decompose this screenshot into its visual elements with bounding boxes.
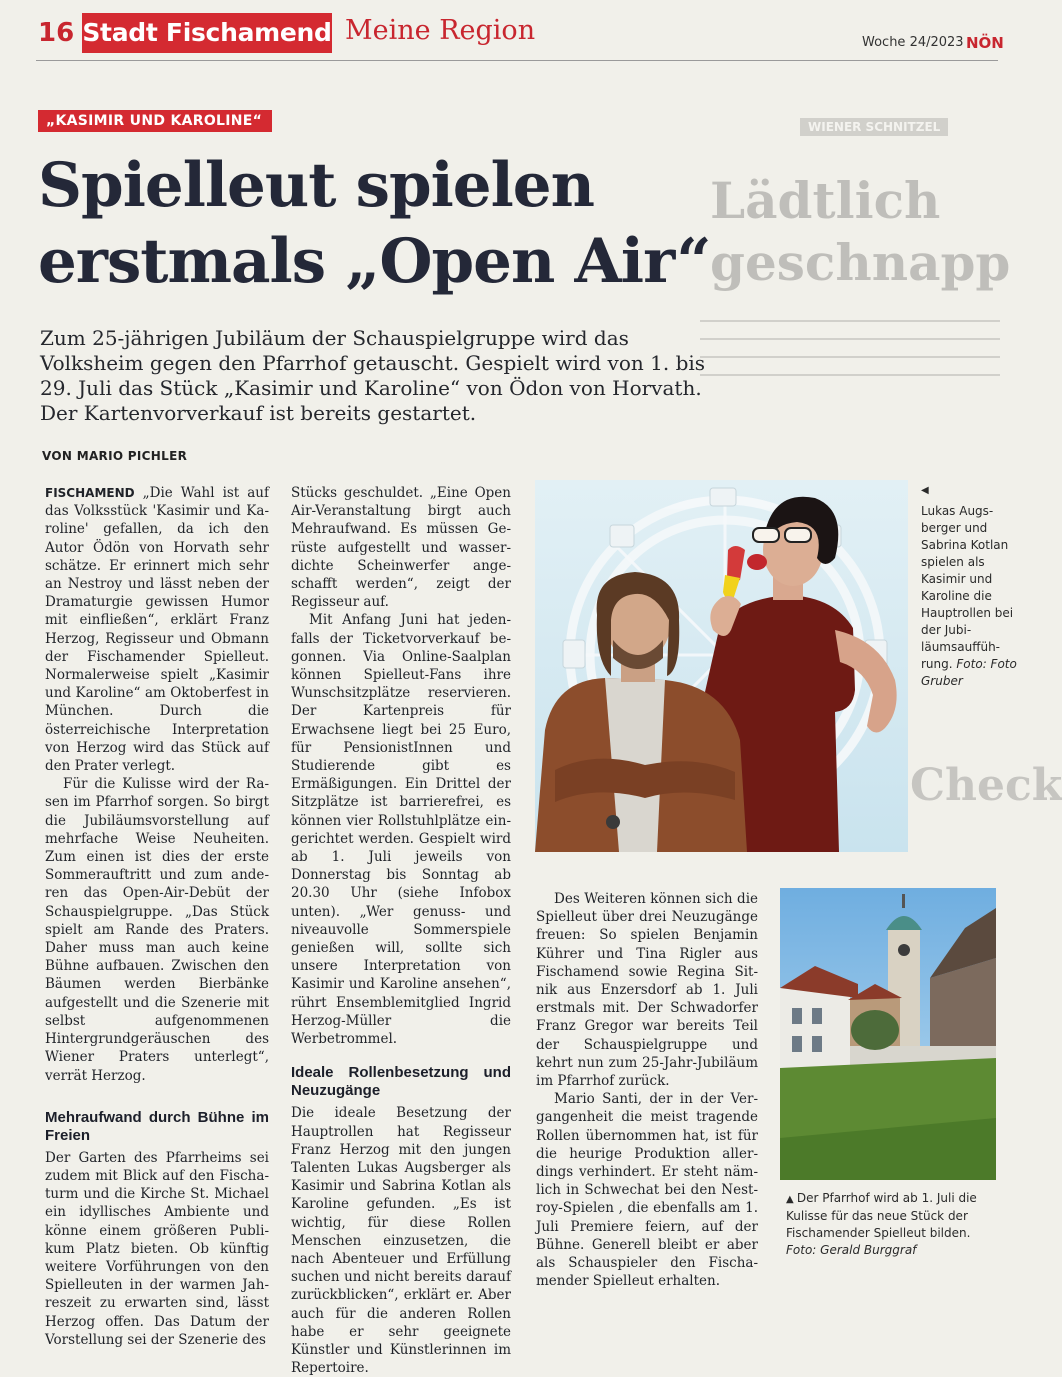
paragraph: Der Garten des Pfarrheims sei zudem mit Blick auf den Fischaturm und die Kirche St. Michael ein idyllisches Ambiente und könne einem größeren Publikum Platz bieten. Ob künftig weitere Vorführungen von den Spielleuten in der warmen Jahreszeit zu erwarten sind, lässt Herzog offen. Das Datum der Vorstellung sei der Szenerie des xyxy=(45,1149,269,1348)
brand-logo: NÖN xyxy=(966,34,1004,52)
photo-actors-caption xyxy=(921,485,1017,690)
photo-actors-illustration xyxy=(535,480,908,852)
ghost-headline-line2: geschnapp xyxy=(710,233,1011,292)
subheading: Ideale Rollenbesetzung und Neuzugänge xyxy=(291,1064,511,1100)
text-column-1 xyxy=(45,484,269,1348)
article-byline: VON MARIO PICHLER xyxy=(42,449,188,463)
caption-pointer-icon: ▲ xyxy=(786,1194,797,1205)
article-headline xyxy=(38,148,778,300)
caption-text: Lukas Augsberger und Sabrina Kotlan spielen als Kasimir und Karoline die Hauptrollen bei der Jubiläumsaufführung. xyxy=(921,504,1014,671)
photo-pfarrhof-caption xyxy=(786,1190,1001,1259)
paragraph: Stücks geschuldet. „Eine Open Air-Veranstaltung birgt auch Mehraufwand. Es müssen Gerüste aufgestellt und wasserdichte Scheinwerfer angeschafft werden“, zeigt der Regisseur auf. xyxy=(291,485,511,611)
caption-pointer-icon: ◀ xyxy=(921,485,929,496)
photo-credit: Foto: Gerald Burggraf xyxy=(786,1243,917,1257)
issue-label: Woche 24/2023 xyxy=(862,35,964,50)
article-kicker: „KASIMIR UND KAROLINE“ xyxy=(38,110,272,132)
ghost-text-line xyxy=(700,356,1000,358)
subheading: Mehraufwand durch Bühne im Freien xyxy=(45,1108,269,1144)
photo-actors xyxy=(535,480,908,852)
article-lead: Zum 25-jährigen Jubiläum der Schauspielgruppe wird das Volksheim gegen den Pfarrhof getauscht. Gespielt wird von 1. bis 29. Juli das Stück „Kasimir und Karoline“ von Ödon von Horvath. Der Kartenvorverkauf ist bereits gestartet. xyxy=(40,326,706,425)
region-label: Meine Region xyxy=(345,15,536,46)
headline-line-2: erstmals „Open Air“ xyxy=(38,226,711,297)
section-label: Stadt Fischamend xyxy=(82,13,332,53)
dateline: FISCHAMEND xyxy=(45,486,135,500)
paragraph: Des Weiteren können sich die Spielleut über drei Neuzugänge freuen: So spielen Benjamin Kührer und Tina Rigler aus Fischamend sowie Regina Sitnik aus Enzersdorf ab 1. Juli erstmals mit. Der Schwadorfer Franz Gregor war bereits Teil der Schauspielgruppe und kehrt nun zum 25-Jahr-Jubiläum im Pfarrhof zurück. xyxy=(536,891,758,1090)
ghost-headline-line1: Lädtlich xyxy=(710,171,941,230)
ghost-text-line xyxy=(700,374,1000,376)
ghost-text-line xyxy=(700,338,1000,340)
text-column-3 xyxy=(536,890,758,1290)
paragraph: Die ideale Besetzung der Hauptrollen hat Regisseur Franz Herzog mit den jungen Talenten Lukas Augsberger als Kasimir und Sabrina Kotlan als Karoline gefunden. „Es ist wichtig, für diese Rollen Menschen einzusetzen, die nach Abenteuer und Erfüllung suchen und nicht bereits darauf zurückblicken“, erklärt er. Aber auch für die anderen Rollen habe er sehr geeignete Künstler und Künstlerinnen im Repertoire. xyxy=(291,1105,511,1377)
ghost-text-line xyxy=(700,320,1000,322)
ghost-page-bleed xyxy=(710,110,1020,470)
paragraph: Für die Kulisse wird der Rasen im Pfarrhof sorgen. So birgt die Jubiläumsvorstellung auf mehrfache Weise Neuheiten. Zum einen ist dies der erste Sommerauftritt und zum anderen das Open-Air-Debüt der Schauspielgruppe. „Das Stück spielt am Rande des Praters. Daher muss man auch keine Bühne aufbauen. Zwischen den Bäumen werden Bierbänke aufgestellt und die Szenerie mit selbst aufgenommenen Hintergrundgeräuschen des Wiener Praters unterlegt“, verrät Herzog. xyxy=(45,776,269,1084)
ghost-kicker: WIENER SCHNITZEL xyxy=(800,118,948,136)
ghost-headline-line3: Check xyxy=(910,760,1062,811)
text-column-2 xyxy=(291,484,511,1377)
photo-pfarrhof-illustration xyxy=(780,888,996,1180)
paragraph: Mario Santi, der in der Vergangenheit die meist tragende Rollen übernommen hat, ist für die heurige Produktion allerdings verhindert. Er steht nämlich in Schwechat bei den Nestroy-Spielen , die ebenfalls am 1. Juli Premiere feiern, auf der Bühne. Generell bleibt er aber als Schauspieler den Fischamender Spielleut erhalten. xyxy=(536,1091,758,1290)
photo-pfarrhof xyxy=(780,888,996,1180)
paragraph xyxy=(45,484,269,775)
page-number: 16 xyxy=(38,18,75,48)
photo-credit: Foto: Foto Gruber xyxy=(921,657,1017,688)
headline-line-1: Spielleut spielen xyxy=(38,150,594,221)
caption-text: Der Pfarrhof wird ab 1. Juli die Kulisse für das neue Stück der Fischamender Spielleut bilden. xyxy=(786,1191,977,1240)
paragraph-text: „Die Wahl ist auf das Volksstück 'Kasimir und Karoline' gefallen, da ich den Autor Ödön von Horvath sehr schätze. Er erinnert mich sehr an Nestroy und lässt neben der Dramaturgie gewissen Humor mit einfließen“, erklärt Franz Herzog, Regisseur und Obmann der Fischamender Spielleut. Normalerweise spielt „Kasimir und Karoline“ am Oktoberfest in München. Durch die österreichische Interpretation von Herzog wird das Stück auf den Prater verlegt. xyxy=(45,485,269,775)
header-divider xyxy=(36,60,998,61)
paragraph: Mit Anfang Juni hat jedenfalls der Ticketvorverkauf begonnen. Via Online-Saalplan können Spielleut-Fans ihre Wunschsitzplätze reservieren. Der Kartenpreis für Erwachsene liegt bei 25 Euro, für PensionistInnen und Studierende gibt es Ermäßigungen. Ein Drittel der Sitzplätze ist barrierefrei, es können vier Rollstuhlplätze eingerichtet werden. Gespielt wird ab 1. Juli jeweils von Donnerstag bis Sonntag ab 20.30 Uhr (siehe Infobox unten). „Wer genuss- und niveauvolle Sommerspiele genießen will, sollte sich unsere Interpretation von Kasimir und Karoline ansehen“, rührt Ensemblemitglied Ingrid Herzog-Müller die Werbetrommel. xyxy=(291,612,511,1048)
